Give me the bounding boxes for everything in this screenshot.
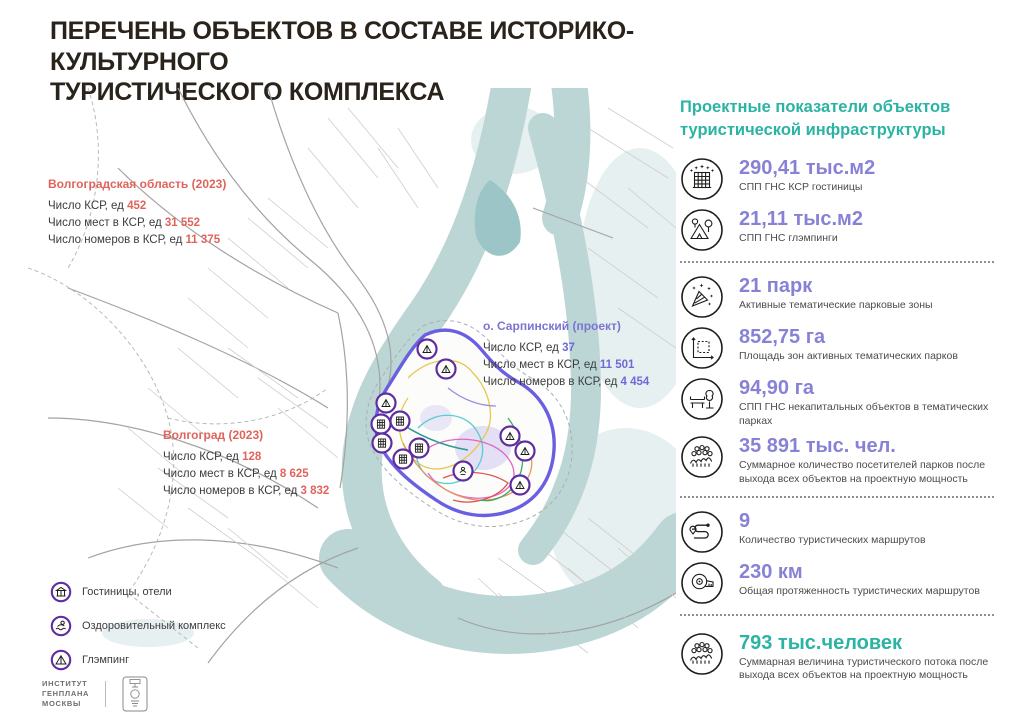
stat-caption: СПП ГНС некапитальных объектов в тематических парках: [739, 401, 989, 427]
stat-park-visitors: [680, 435, 1004, 486]
annotation-label: Число мест в КСР, ед: [48, 217, 162, 230]
map-marker-wellness: [454, 462, 473, 481]
glamping-icon: [50, 649, 72, 671]
area-icon: [680, 326, 724, 370]
stat-caption: СПП ГНС КСР гостиницы: [739, 181, 863, 194]
party-icon: [680, 275, 724, 319]
map-marker-hotel: [394, 450, 413, 469]
map-marker-glamping: [516, 442, 535, 461]
stat-caption: Суммарное количество посетителей парков после выхода всех объектов на проектную мощность: [739, 459, 986, 486]
stat-caption: Общая протяженность туристических маршрутов: [739, 584, 980, 597]
legend-item-glamping: [50, 649, 226, 671]
stat-text: [739, 510, 926, 548]
stat-value: 230 км: [739, 560, 803, 583]
legend-item-hotels: [50, 581, 226, 603]
annotation-value: 37: [562, 342, 575, 355]
footer-divider: [105, 681, 106, 707]
stat-value: 21 парк: [739, 275, 813, 298]
indicators-panel: [680, 96, 1004, 690]
annotation-label: Число номеров в КСР, ед: [48, 233, 183, 246]
annotation-value: 452: [127, 200, 147, 213]
stat-caption: СПП ГНС глэмпинги: [739, 232, 838, 245]
legend-item-wellness: [50, 615, 226, 637]
river-dark-patch: [475, 180, 521, 256]
annotation-sarpinsky: [483, 318, 649, 390]
logo-line: ГЕНПЛАНА: [42, 688, 90, 698]
stat-glamping-area: [680, 208, 1004, 252]
page-title-line1: ПЕРЕЧЕНЬ ОБЪЕКТОВ В СОСТАВЕ ИСТОРИКО-КУЛЬТУРНОГО: [50, 17, 634, 76]
legend-label: Глэмпинг: [82, 654, 130, 666]
map-marker-glamping: [501, 427, 520, 446]
map-marker-glamping: [511, 476, 530, 495]
annotation-row: [483, 357, 649, 374]
stat-text: [739, 561, 980, 599]
stat-text: [739, 208, 863, 246]
map-marker-glamping: [418, 340, 437, 359]
annotation-row: [163, 466, 329, 483]
legend-label: Гостиницы, отели: [82, 586, 172, 598]
panel-title: Проектные показатели объектов туристической инфраструктуры: [680, 98, 951, 140]
stat-parks-count: [680, 275, 1004, 319]
stat-value: 9: [739, 509, 751, 532]
visitors-icon: [680, 435, 724, 479]
annotation-value: 11 501: [599, 359, 635, 372]
annotation-title: Волгоградская область (2023): [48, 177, 227, 191]
stat-text: [739, 632, 989, 683]
annotation-label: Число номеров в КСР, ед: [483, 375, 618, 388]
stat-caption: Суммарная величина туристического потока после выхода всех объектов на проектную мощность: [739, 655, 989, 682]
stat-routes-length: [680, 561, 1004, 605]
dotted-divider: [680, 614, 994, 616]
stat-value: 290,41 тыс.м2: [739, 157, 876, 180]
hotel-stars-icon: [680, 157, 724, 201]
tape-icon: [680, 561, 724, 605]
annotation-value: 31 552: [164, 217, 201, 230]
stat-value: 94,90 га: [739, 377, 815, 400]
annotation-value: 128: [242, 451, 262, 464]
stat-caption: Количество туристических маршрутов: [739, 533, 926, 546]
glamping-icon: [680, 208, 724, 252]
annotation-row: [48, 232, 226, 249]
dotted-divider: [680, 496, 994, 498]
annotation-volgograd-oblast: [48, 176, 226, 248]
hotel-icon: [50, 581, 72, 603]
stat-routes-count: [680, 510, 1004, 554]
stat-parks-area: [680, 326, 1004, 370]
annotation-label: Число мест в КСР, ед: [163, 468, 277, 481]
annotation-label: Число КСР, ед: [48, 200, 124, 213]
map-marker-hotel: [372, 415, 391, 434]
annotation-row: [48, 215, 226, 232]
stat-text: [739, 326, 958, 364]
annotation-value: 8 625: [279, 468, 309, 481]
annotation-label: Число номеров в КСР, ед: [163, 484, 298, 497]
annotation-value: 3 832: [300, 484, 330, 497]
map-marker-glamping: [377, 394, 396, 413]
stat-caption: Площадь зон активных тематических парков: [739, 350, 958, 363]
tourists-icon: [680, 632, 724, 676]
annotation-row: [163, 449, 329, 466]
annotation-value: 11 375: [185, 233, 221, 246]
stat-value: 35 891 тыс. чел.: [739, 435, 896, 458]
annotation-title: о. Сарпинский (проект): [483, 319, 621, 333]
annotation-row: [48, 198, 226, 215]
route-icon: [680, 510, 724, 554]
logo-line: ИНСТИТУТ: [42, 678, 88, 688]
annotation-value: 4 454: [620, 375, 650, 388]
annotation-row: [483, 374, 649, 391]
logo-line: МОСКВЫ: [42, 699, 82, 709]
stat-noncapital-area: [680, 377, 1004, 428]
annotation-volgograd: [163, 427, 329, 499]
stat-text: [739, 377, 989, 428]
stat-value: 21,11 тыс.м2: [739, 208, 863, 231]
stat-caption: Активные тематические парковые зоны: [739, 299, 933, 312]
stat-tourist-flow: [680, 632, 1004, 683]
annotation-row: [483, 340, 649, 357]
genplan-institute-logo: [42, 679, 89, 709]
stat-text: [739, 157, 875, 195]
stat-hotels-area: [680, 157, 1004, 201]
map-marker-hotel: [391, 412, 410, 431]
annotation-label: Число КСР, ед: [483, 342, 559, 355]
footer: [42, 676, 148, 712]
stat-text: [739, 435, 989, 486]
annotation-title: Волгоград (2023): [163, 428, 264, 442]
wellness-icon: [50, 615, 72, 637]
dotted-divider: [680, 261, 994, 263]
bench-icon: [680, 377, 724, 421]
annotation-row: [163, 483, 329, 500]
stat-value: 793 тыс.человек: [739, 631, 903, 654]
annotation-label: Число мест в КСР, ед: [483, 359, 597, 372]
stat-value: 852,75 га: [739, 326, 826, 349]
page-title-line2: ТУРИСТИЧЕСКОГО КОМПЛЕКСА: [50, 78, 445, 106]
map-marker-glamping: [437, 360, 456, 379]
stat-text: [739, 275, 933, 313]
moscow-genplan-crest: [122, 676, 148, 712]
annotation-label: Число КСР, ед: [163, 451, 239, 464]
legend-label: Оздоровительный комплекс: [82, 620, 226, 632]
map-legend: [50, 581, 226, 683]
map-marker-hotel: [373, 434, 392, 453]
